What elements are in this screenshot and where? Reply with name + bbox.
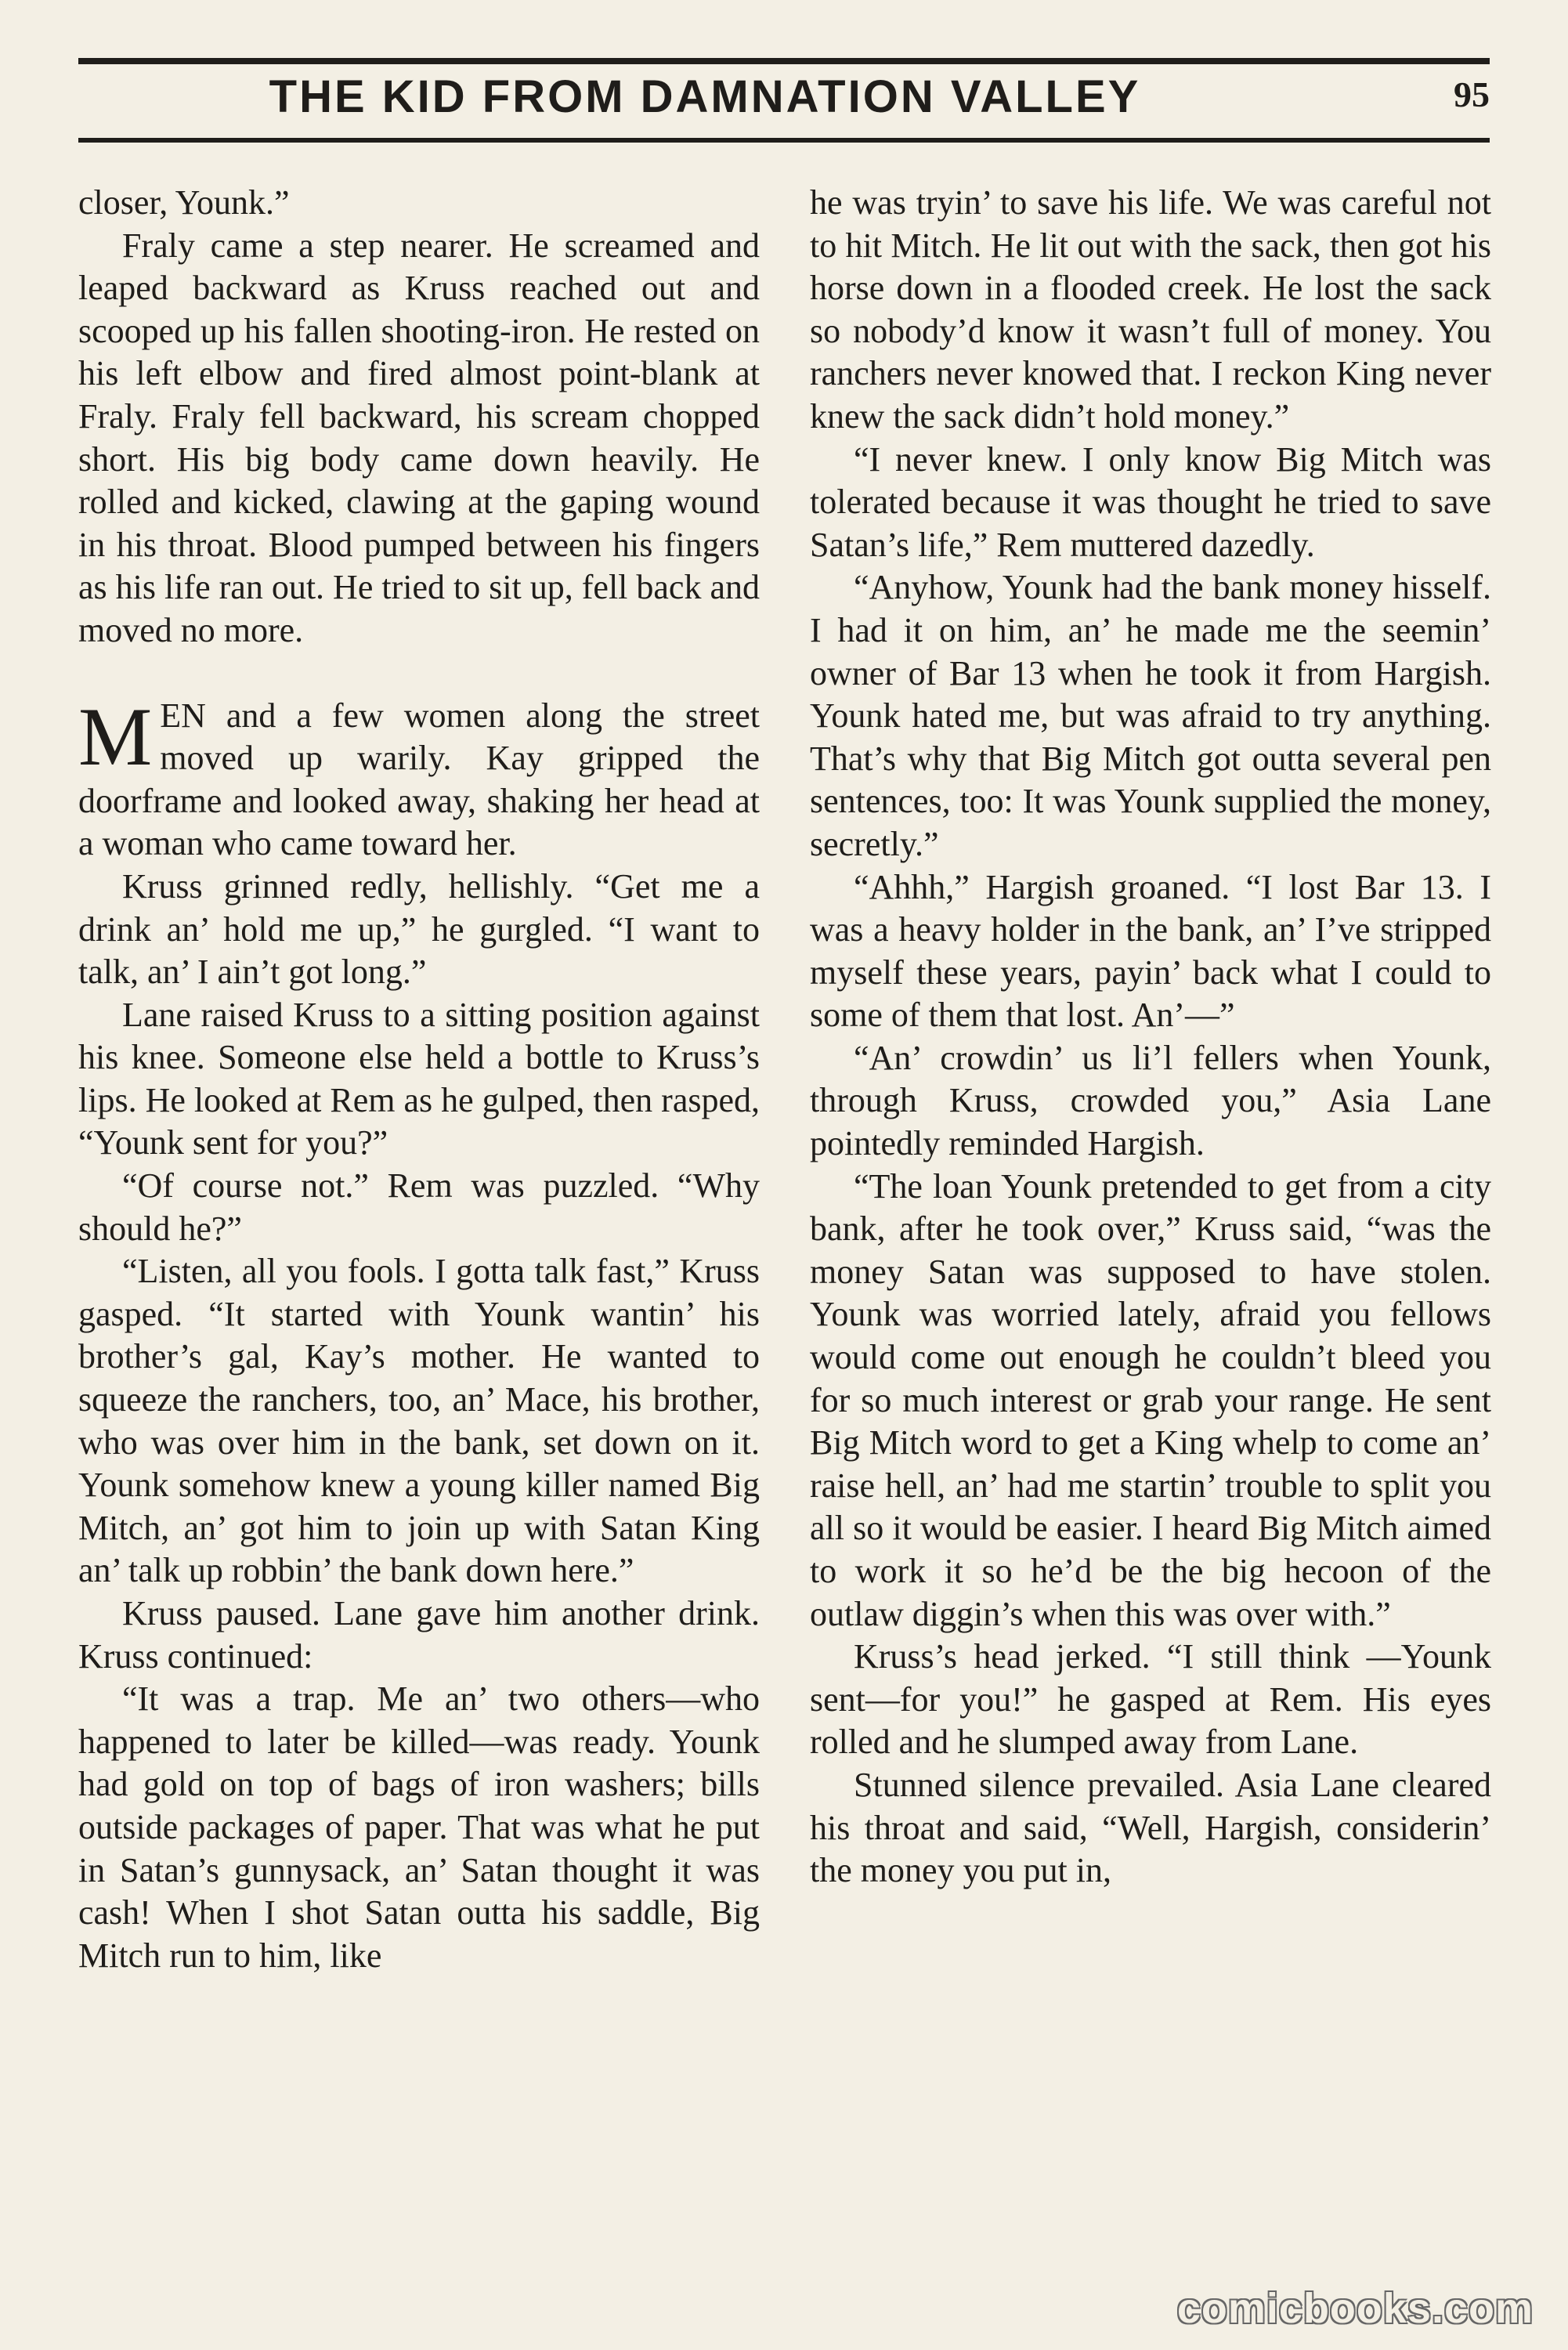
paragraph: “It was a trap. Me an’ two others—who happened to later be killed—was ready. Younk had gold on top of bags of iron washers; bills outside packages of paper. That was what he put in Satan’s gunnysack, an’ Satan thought it was cash! When I shot Satan outta his saddle, Big Mitch run to him, like — [78, 1679, 760, 1975]
paragraph-with-dropcap — [78, 690, 760, 866]
header-bottom-rule — [78, 138, 1490, 143]
paragraph: “Listen, all you fools. I gotta talk fast,” Kruss gasped. “It started with Younk wantin’ his brother’s gal, Kay’s mother. He wanted to squeeze the ranchers, too, an’ Mace, his brother, who was over him in the bank, set down on it. Younk somehow knew a young killer named Big Mitch, an’ got him to join up with Satan King an’ talk up robbin’ the bank down here.” — [78, 1252, 760, 1590]
paragraph: “Of course not.” Rem was puzzled. “Why should he?” — [78, 1166, 760, 1248]
right-column — [810, 182, 1491, 1893]
left-column — [78, 182, 760, 1977]
paragraph: closer, Younk.” — [78, 183, 290, 222]
paragraph: he was tryin’ to save his life. We was careful not to hit Mitch. He lit out with the sack, then got his horse down in a flooded creek. He lost the sack so nobody’d know it wasn’t full of money. You ranchers never knowed that. I reckon King never knew the sack didn’t hold money.” — [810, 183, 1491, 436]
paragraph: Fraly came a step nearer. He screamed and leaped backward as Kruss reached out and scooped up his fallen shooting-iron. He rested on his left elbow and fired almost point-blank at Fraly. Fraly fell backward, his scream chopped short. His big body came down heavily. He rolled and kicked, clawing at the gaping wound in his throat. Blood pumped between his fingers as his life ran out. He tried to sit up, fell back and moved no more. — [78, 226, 760, 649]
paragraph: “The loan Younk pretended to get from a city bank, after he took over,” Kruss said, “was the money Satan was supposed to have stolen. Younk was worried lately, afraid you fellows would come out enough he couldn’t bleed you for so much interest or grab your range. He sent Big Mitch word to get a King whelp to come an’ raise hell, an’ had me startin’ trouble to split you all so it would be easier. I heard Big Mitch aimed to work it so he’d be the big hecoon of the outlaw diggin’s when this was over with.” — [810, 1166, 1491, 1633]
drop-cap: M — [78, 690, 153, 783]
page-number: 95 — [1454, 74, 1490, 114]
paragraph: Kruss’s head jerked. “I still think —Younk sent—for you!” he gasped at Rem. His eyes rolled and he slumped away from Lane. — [810, 1637, 1491, 1762]
dropcap-paragraph-text: EN and a few women along the street moved up warily. Kay gripped the doorframe and looked away, shaking her head at a woman who came toward her. — [78, 696, 760, 863]
header-top-rule — [78, 58, 1490, 64]
paragraph: Kruss paused. Lane gave him another drink. Kruss continued: — [78, 1594, 760, 1676]
paragraph: Lane raised Kruss to a sitting position against his knee. Someone else held a bottle to Kruss’s lips. He looked at Rem as he gulped, then rasped, “Younk sent for you?” — [78, 995, 761, 1162]
watermark-logo: comicbooks.com — [1176, 2285, 1534, 2332]
paragraph: “An’ crowdin’ us li’l fellers when Younk, through Kruss, crowded you,” Asia Lane pointedly reminded Hargish. — [810, 1038, 1491, 1163]
paragraph: Kruss grinned redly, hellishly. “Get me a drink an’ hold me up,” he gurgled. “I want to talk, an’ I ain’t got long.” — [78, 866, 760, 992]
paragraph: “Anyhow, Younk had the bank money hisself. I had it on him, an’ he made me the seemin’ owner of Bar 13 when he took it from Hargish. Younk hated me, but was afraid to try anything. That’s why that Big Mitch got outta several pen sentences, too: It was Younk supplied the money, secretly.” — [810, 568, 1491, 863]
paragraph: “Ahhh,” Hargish groaned. “I lost Bar 13. I was a heavy holder in the bank, an’ I’ve stripped myself these years, payin’ back what I could to some of them that lost. An’—” — [810, 867, 1491, 1035]
paragraph: Stunned silence prevailed. Asia Lane cleared his throat and said, “Well, Hargish, considerin’ the money you put in, — [810, 1765, 1491, 1890]
running-title: THE KID FROM DAMNATION VALLEY — [269, 71, 1141, 122]
paragraph: “I never knew. I only know Big Mitch was tolerated because it was thought he tried to save Satan’s life,” Rem muttered dazedly. — [810, 439, 1491, 564]
